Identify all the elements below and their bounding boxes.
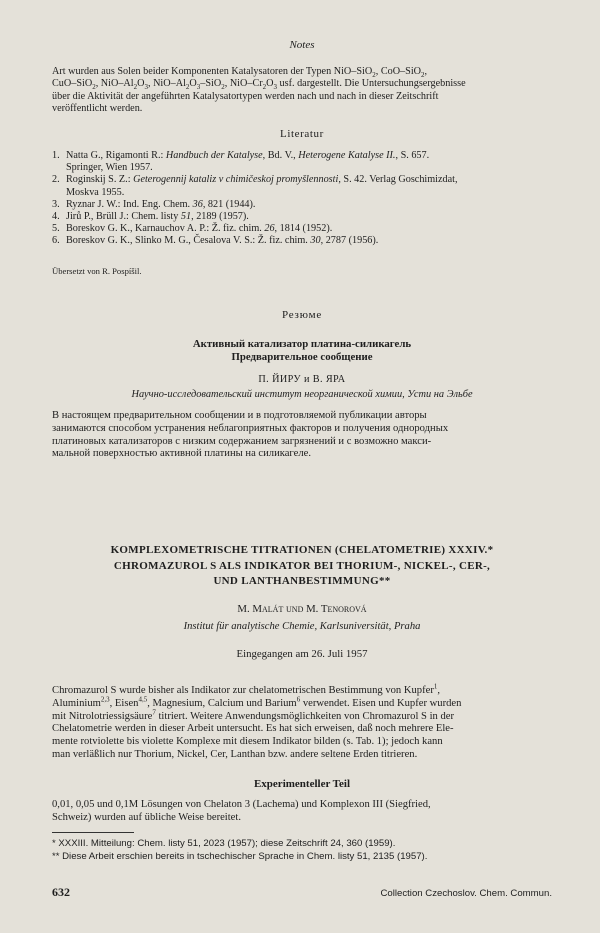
footnote: * XXXIII. Mitteilung: Chem. listy 51, 2023 (1957); diese Zeitschrift 24, 360 (1959). bbox=[52, 838, 396, 849]
resume-line: платиновых катализаторов с низким содержанием загрязнений и с возможно макси- bbox=[52, 435, 432, 447]
journal-name: Collection Czechoslov. Chem. Commun. bbox=[380, 888, 552, 899]
resume-authors: П. ЙИРУ и В. ЯРА bbox=[258, 374, 346, 385]
article-title-line: UND LANTHANBESTIMMUNG** bbox=[213, 575, 391, 587]
footnote: ** Diese Arbeit erschien bereits in tschechischer Sprache in Chem. listy 51, 2135 (1957). bbox=[52, 850, 428, 862]
intro-line: CuO–SiO$_2$, NiO–$Al_2O_3$, NiO–$Al_2O_3-SiO_2$, NiO–$Cr_2O_3$ usf. dargestellt. Die Untersuchungsergebnisse bbox=[52, 78, 466, 92]
resume-heading: Резюме bbox=[281, 309, 323, 321]
abstract-line: Chromazurol S wurde bisher als Indikator zur chelatometrischen Bestimmung von Kupfer$^1$, bbox=[52, 682, 441, 696]
reference-item: 1. Natta G., Rigamonti R.: Handbuch der Katalyse, Bd. V., Heterogene Katalyse II., S. 657. bbox=[52, 150, 430, 161]
article-authors: M. Malát und M. Tenorová bbox=[237, 603, 367, 615]
literatur-heading: Literatur bbox=[280, 128, 324, 140]
translator-note: Übersetzt von R. Pospíšil. bbox=[52, 266, 142, 276]
resume-line: В настоящем предварительном сообщении и в подготовляемой публикации авторы bbox=[52, 410, 427, 421]
section-heading: Experimenteller Teil bbox=[253, 778, 351, 790]
reference-item: 4. Jirů P., Brüll J.: Chem. listy 51, 2189 (1957). bbox=[52, 211, 249, 223]
abstract-line: mente rotviolette bis violette Komplexe mit diesem Indikator bilden (s. Tab. 1); jedoch kann bbox=[52, 736, 443, 748]
experimental-line: 0,01, 0,05 und 0,1M Lösungen von Chelaton 3 (Lachema) und Komplexon III (Siegfried, bbox=[52, 799, 431, 810]
footnotes bbox=[52, 838, 552, 863]
resume-line: занимаются способом устранения неблагоприятных факторов и получения однородных bbox=[52, 422, 449, 434]
abstract-line: Aluminium$^{2,3}$, Eisen$^{4,5}$, Magnesium, Calcium und Barium$^6$ verwendet. Eisen und Kupfer wurden bbox=[52, 695, 462, 709]
resume-title: Активный катализатор платина-силикагель bbox=[192, 338, 412, 350]
reference-item: 5. Boreskov G. K., Karnauchov A. P.: Ž. fiz. chim. 26, 1814 (1952). bbox=[52, 223, 333, 235]
reference-item: 3. Ryznar J. W.: Ind. Eng. Chem. 36, 821 (1944). bbox=[52, 198, 256, 210]
intro-line: über die Aktivität der angeführten Katalysatortypen werden nach und nach in dieser Zeitschrift bbox=[52, 90, 439, 102]
resume-subtitle: Предварительное сообщение bbox=[231, 351, 373, 363]
reference-continuation: Springer, Wien 1957. bbox=[66, 162, 153, 174]
intro-line: Art wurden aus Solen beider Komponenten Katalysatoren der Typen NiO–SiO$_2$, CoO–SiO$_2$, bbox=[52, 66, 428, 80]
footnote-rule bbox=[52, 832, 134, 833]
experimental-paragraph bbox=[52, 799, 552, 825]
article-abstract bbox=[52, 682, 552, 762]
reference-item: 2. Roginskij S. Z.: Geterogennij kataliz v chimičeskoj promyšlennosti, S. 42. Verlag Goschimizdat, bbox=[52, 174, 458, 186]
intro-paragraph bbox=[52, 66, 552, 116]
article-institute: Institut für analytische Chemie, Karlsuniversität, Praha bbox=[183, 621, 421, 632]
reference-continuation: Moskva 1955. bbox=[66, 186, 125, 198]
experimental-line: Schweiz) wurden auf übliche Weise bereitet. bbox=[52, 811, 241, 823]
article-title bbox=[52, 543, 552, 590]
reference-list bbox=[52, 150, 552, 248]
page-number: 632 bbox=[52, 885, 70, 899]
intro-line: veröffentlicht werden. bbox=[52, 103, 143, 115]
article-title-line: KOMPLEXOMETRISCHE TITRATIONEN (CHELATOMETRIE) XXXIV.* bbox=[110, 544, 494, 556]
abstract-line: Chelatometrie werden in dieser Arbeit untersucht. Es hat sich erweisen, daß noch mehrere Ele- bbox=[52, 723, 454, 735]
resume-line: мальной поверхностью активной платины на силикагеле. bbox=[52, 448, 311, 460]
article-title-line: CHROMAZUROL S ALS INDIKATOR BEI THORIUM-, NICKEL-, CER-, bbox=[113, 559, 491, 572]
abstract-line: mit Nitrolotriessigsäure$^7$ titriert. Weitere Anwendungsmöglichkeiten von Chromazurol S in der bbox=[52, 708, 455, 722]
reference-item: 6. Boreskov G. K., Slinko M. G., Česalova V. S.: Ž. fiz. chim. 30, 2787 (1956). bbox=[52, 235, 379, 247]
resume-abstract bbox=[52, 410, 552, 461]
resume-institute: Научно-исследовательский институт неорганической химии, Усти на Эльбе bbox=[131, 389, 473, 400]
received-date: Eingegangen am 26. Juli 1957 bbox=[236, 648, 368, 660]
running-head: Notes bbox=[289, 39, 315, 51]
abstract-line: man verläßlich nur Thorium, Nickel, Cer, Lanthan bzw. andere seltene Erden titrieren. bbox=[52, 748, 418, 760]
